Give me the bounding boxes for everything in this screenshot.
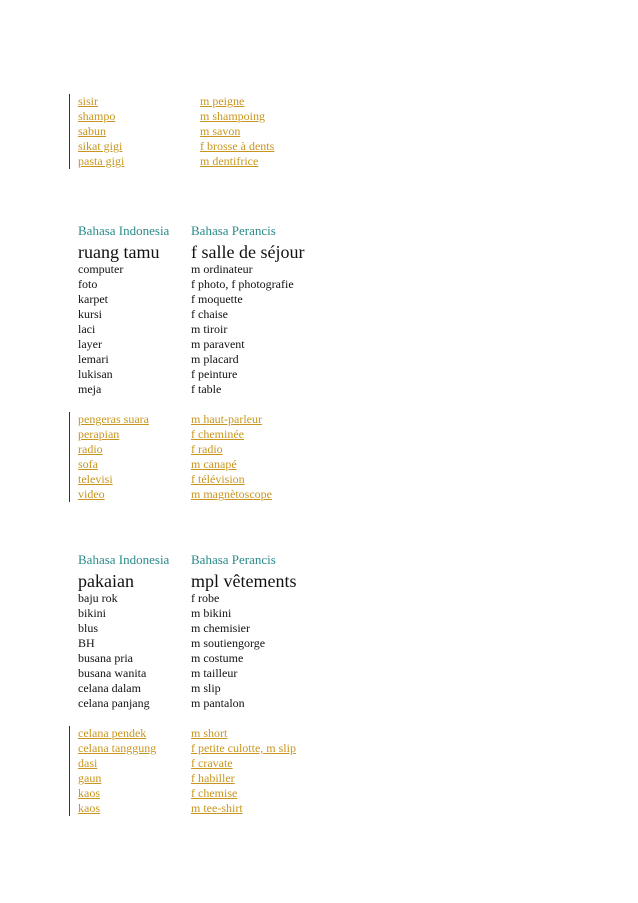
title-french: f salle de séjour: [191, 242, 305, 262]
header-indonesian: Bahasa Indonesia: [78, 552, 170, 567]
french-link[interactable]: f chemise: [191, 786, 238, 800]
word-row: [78, 262, 478, 277]
word-row: [78, 696, 478, 711]
indonesian-link[interactable]: kaos: [78, 786, 100, 800]
indonesian-link[interactable]: celana tanggung: [78, 741, 157, 755]
link-row[interactable]: [78, 801, 478, 816]
french-link[interactable]: m haut-parleur: [191, 412, 262, 426]
french-word: m ordinateur: [191, 262, 253, 276]
link-row[interactable]: [78, 427, 478, 442]
indonesian-word: lemari: [78, 352, 109, 366]
indonesian-link[interactable]: gaun: [78, 771, 102, 785]
word-row: [78, 337, 478, 352]
indonesian-link[interactable]: celana pendek: [78, 726, 147, 740]
french-link[interactable]: m shampoing: [200, 109, 265, 123]
link-row[interactable]: [78, 472, 478, 487]
word-row: [78, 322, 478, 337]
word-row: [78, 636, 478, 651]
link-row[interactable]: [78, 457, 478, 472]
link-row[interactable]: [78, 786, 478, 801]
link-list-clothing: [78, 726, 478, 816]
word-row: [78, 666, 478, 681]
indonesian-link[interactable]: sofa: [78, 457, 98, 471]
french-link[interactable]: f brosse à dents: [200, 139, 275, 153]
indonesian-word: celana dalam: [78, 681, 141, 695]
indonesian-link[interactable]: shampo: [78, 109, 116, 123]
section-title: [78, 570, 478, 592]
french-word: f chaise: [191, 307, 228, 321]
french-word: f robe: [191, 591, 220, 605]
word-row: [78, 591, 478, 606]
indonesian-word: kursi: [78, 307, 102, 321]
indonesian-link[interactable]: pengeras suara: [78, 412, 149, 426]
vocab-section-living-room: [78, 222, 478, 502]
indonesian-word: baju rok: [78, 591, 118, 605]
word-list: [78, 262, 478, 397]
indonesian-word: busana pria: [78, 651, 133, 665]
link-row[interactable]: [78, 154, 478, 169]
word-row: [78, 681, 478, 696]
french-word: m tailleur: [191, 666, 238, 680]
indonesian-link[interactable]: televisi: [78, 472, 113, 486]
word-row: [78, 292, 478, 307]
indonesian-word: karpet: [78, 292, 108, 306]
indonesian-word: computer: [78, 262, 124, 276]
indonesian-link[interactable]: pasta gigi: [78, 154, 125, 168]
french-word: m placard: [191, 352, 239, 366]
indonesian-word: bikini: [78, 606, 107, 620]
french-word: f peinture: [191, 367, 238, 381]
french-link[interactable]: m dentifrice: [200, 154, 259, 168]
french-link[interactable]: m short: [191, 726, 228, 740]
french-word: m pantalon: [191, 696, 245, 710]
link-row[interactable]: [78, 124, 478, 139]
french-word: m costume: [191, 651, 244, 665]
link-row[interactable]: [78, 771, 478, 786]
indonesian-link[interactable]: sisir: [78, 94, 99, 108]
french-word: m tiroir: [191, 322, 228, 336]
word-list: [78, 591, 478, 711]
french-link[interactable]: f habiller: [191, 771, 235, 785]
french-link[interactable]: f cravate: [191, 756, 233, 770]
indonesian-link[interactable]: sikat gigi: [78, 139, 123, 153]
link-row[interactable]: [78, 412, 478, 427]
link-row[interactable]: [78, 741, 478, 756]
word-row: [78, 382, 478, 397]
title-french: mpl vêtements: [191, 571, 297, 591]
link-row[interactable]: [78, 442, 478, 457]
link-row[interactable]: [78, 94, 478, 109]
indonesian-word: celana panjang: [78, 696, 150, 710]
french-link[interactable]: m canapé: [191, 457, 237, 471]
word-row: [78, 277, 478, 292]
indonesian-link[interactable]: dasi: [78, 756, 98, 770]
indonesian-link[interactable]: sabun: [78, 124, 106, 138]
title-indonesian: ruang tamu: [78, 242, 160, 262]
link-list-toiletries: [78, 94, 478, 169]
header-indonesian: Bahasa Indonesia: [78, 223, 170, 238]
vocab-section-clothing: [78, 551, 478, 816]
french-link[interactable]: f radio: [191, 442, 223, 456]
french-word: f moquette: [191, 292, 243, 306]
french-link[interactable]: f cheminée: [191, 427, 244, 441]
french-word: m chemisier: [191, 621, 250, 635]
french-word: m slip: [191, 681, 221, 695]
column-headers: [78, 551, 478, 569]
french-word: m soutiengorge: [191, 636, 266, 650]
link-list-living-room: [78, 412, 478, 502]
word-row: [78, 606, 478, 621]
french-link[interactable]: m savon: [200, 124, 241, 138]
indonesian-word: lukisan: [78, 367, 113, 381]
french-word: m paravent: [191, 337, 245, 351]
french-link[interactable]: f petite culotte, m slip: [191, 741, 296, 755]
word-row: [78, 367, 478, 382]
link-row[interactable]: [78, 756, 478, 771]
indonesian-word: busana wanita: [78, 666, 147, 680]
french-link[interactable]: m magnètoscope: [191, 487, 272, 501]
indonesian-word: blus: [78, 621, 99, 635]
indonesian-word: BH: [78, 636, 95, 650]
indonesian-word: meja: [78, 382, 102, 396]
french-link[interactable]: f télévision: [191, 472, 245, 486]
indonesian-word: foto: [78, 277, 98, 291]
word-row: [78, 651, 478, 666]
french-link[interactable]: m tee-shirt: [191, 801, 243, 815]
section-title: [78, 241, 478, 263]
french-link[interactable]: m peigne: [200, 94, 245, 108]
link-row[interactable]: [78, 487, 478, 502]
french-word: m bikini: [191, 606, 232, 620]
indonesian-link[interactable]: perapian: [78, 427, 120, 441]
french-word: f table: [191, 382, 222, 396]
header-french: Bahasa Perancis: [191, 223, 276, 238]
header-french: Bahasa Perancis: [191, 552, 276, 567]
column-headers: [78, 222, 478, 240]
indonesian-word: layer: [78, 337, 102, 351]
indonesian-link[interactable]: kaos: [78, 801, 100, 815]
title-indonesian: pakaian: [78, 571, 134, 591]
indonesian-word: laci: [78, 322, 96, 336]
link-row[interactable]: [78, 726, 478, 741]
indonesian-link[interactable]: radio: [78, 442, 103, 456]
word-row: [78, 352, 478, 367]
link-row[interactable]: [78, 109, 478, 124]
french-word: f photo, f photografie: [191, 277, 294, 291]
word-row: [78, 307, 478, 322]
vocab-section-toiletries: [78, 94, 478, 169]
link-row[interactable]: [78, 139, 478, 154]
word-row: [78, 621, 478, 636]
indonesian-link[interactable]: video: [78, 487, 105, 501]
